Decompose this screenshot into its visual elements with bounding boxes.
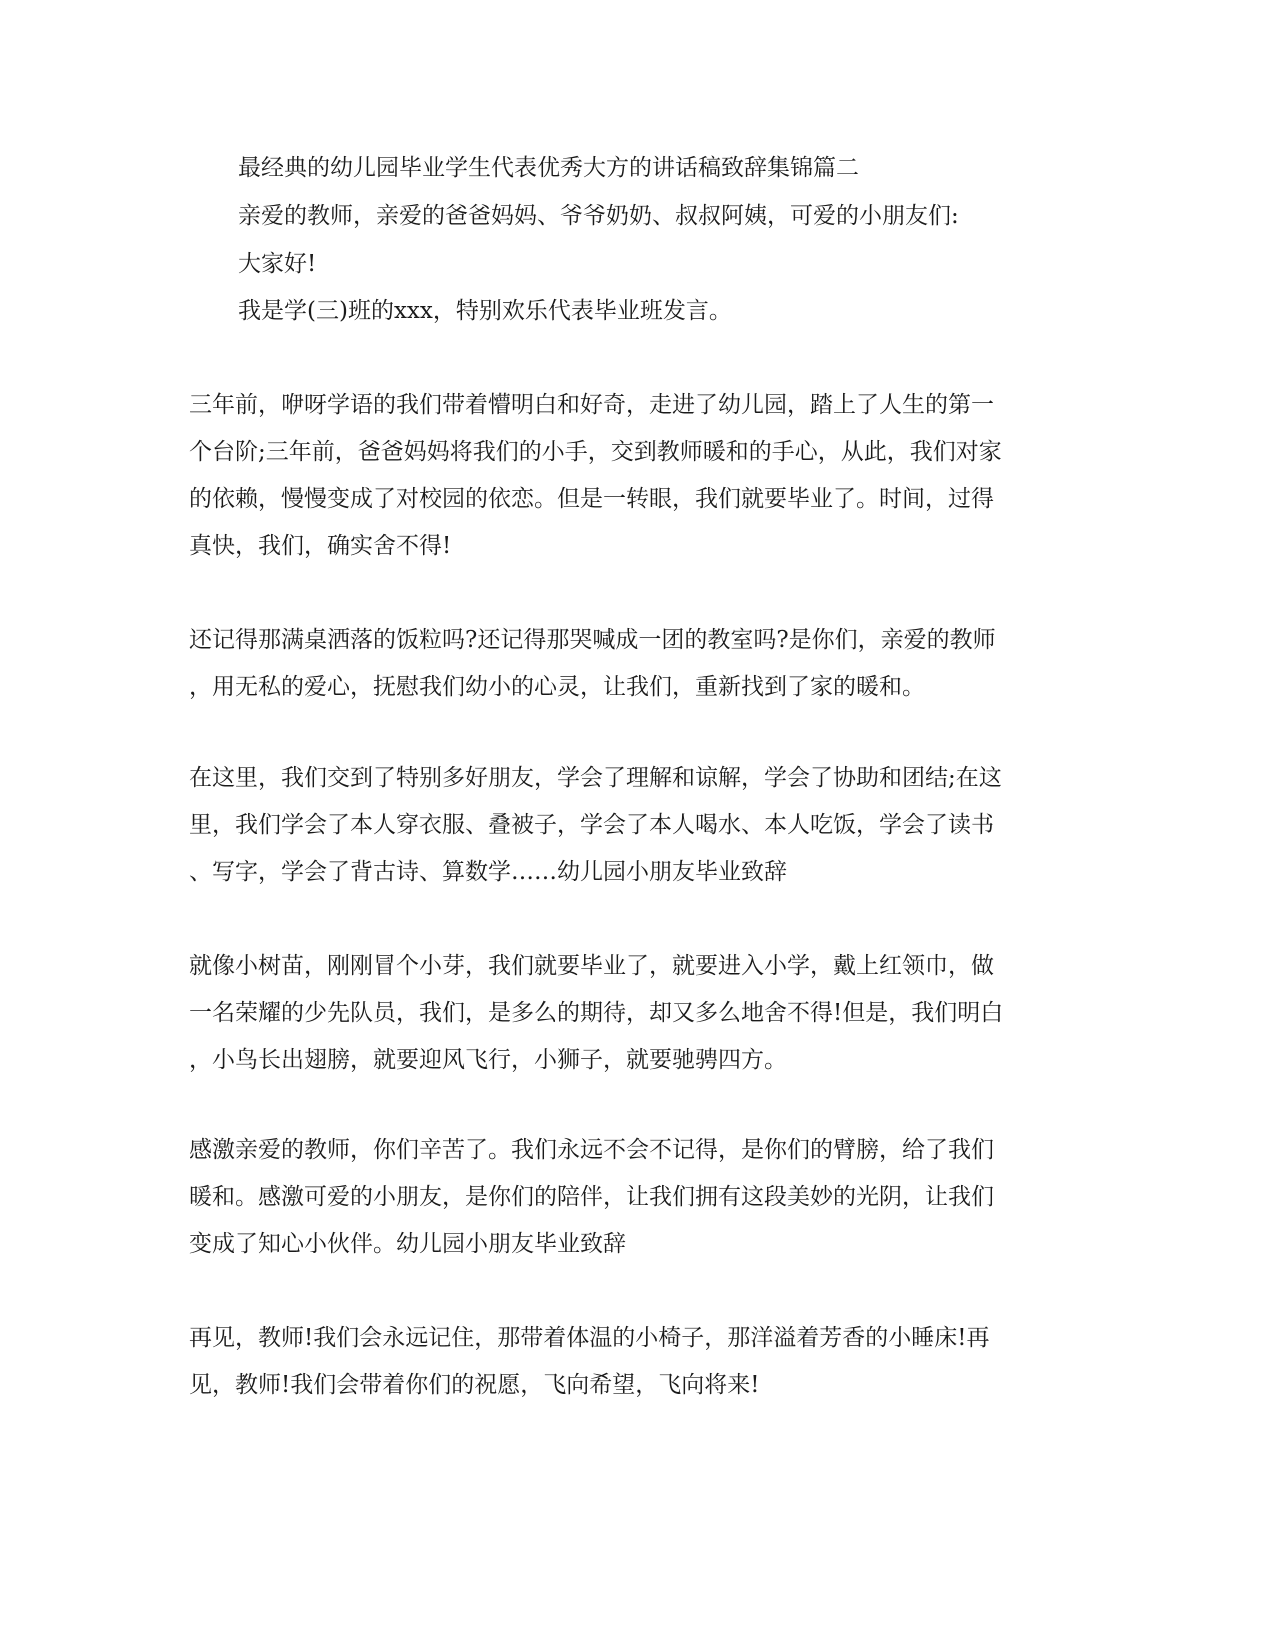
paragraph-line: 的依赖，慢慢变成了对校园的依恋。但是一转眼，我们就要毕业了。时间，过得 <box>189 486 994 512</box>
paragraph-line: 里，我们学会了本人穿衣服、叠被子，学会了本人喝水、本人吃饭，学会了读书 <box>189 812 994 838</box>
salutation: 亲爱的教师，亲爱的爸爸妈妈、爷爷奶奶、叔叔阿姨，可爱的小朋友们: <box>238 203 959 229</box>
paragraph-line: 一名荣耀的少先队员，我们，是多么的期待，却又多么地舍不得!但是，我们明白 <box>189 1000 1004 1026</box>
paragraph-line: 真快，我们，确实舍不得! <box>189 533 452 559</box>
paragraph-line: 三年前，咿呀学语的我们带着懵明白和好奇，走进了幼儿园，踏上了人生的第一 <box>189 392 994 418</box>
paragraph-line: 、写字，学会了背古诗、算数学……幼儿园小朋友毕业致辞 <box>189 859 787 885</box>
paragraph-line: 还记得那满桌洒落的饭粒吗?还记得那哭喊成一团的教室吗?是你们，亲爱的教师 <box>189 627 996 653</box>
paragraph-line: 感激亲爱的教师，你们辛苦了。我们永远不会不记得，是你们的臂膀，给了我们 <box>189 1137 994 1163</box>
paragraph-line: 见，教师!我们会带着你们的祝愿，飞向希望，飞向将来! <box>189 1372 760 1398</box>
paragraph-line: 在这里，我们交到了特别多好朋友，学会了理解和谅解，学会了协助和团结;在这 <box>189 765 1002 791</box>
paragraph-line: 再见，教师!我们会永远记住，那带着体温的小椅子，那洋溢着芳香的小睡床!再 <box>189 1325 990 1351</box>
document-title: 最经典的幼儿园毕业学生代表优秀大方的讲话稿致辞集锦篇二 <box>238 155 859 181</box>
greeting: 大家好! <box>238 251 317 277</box>
paragraph-line: ，小鸟长出翅膀，就要迎风飞行，小狮子，就要驰骋四方。 <box>189 1047 787 1073</box>
intro: 我是学(三)班的xxx，特别欢乐代表毕业班发言。 <box>238 298 732 324</box>
paragraph-line: ，用无私的爱心，抚慰我们幼小的心灵，让我们，重新找到了家的暖和。 <box>189 674 925 700</box>
paragraph-line: 就像小树苗，刚刚冒个小芽，我们就要毕业了，就要进入小学，戴上红领巾，做 <box>189 953 994 979</box>
paragraph-line: 暖和。感激可爱的小朋友，是你们的陪伴，让我们拥有这段美妙的光阴，让我们 <box>189 1184 994 1210</box>
paragraph-line: 变成了知心小伙伴。幼儿园小朋友毕业致辞 <box>189 1231 626 1257</box>
paragraph-line: 个台阶;三年前，爸爸妈妈将我们的小手，交到教师暖和的手心，从此，我们对家 <box>189 439 1002 465</box>
